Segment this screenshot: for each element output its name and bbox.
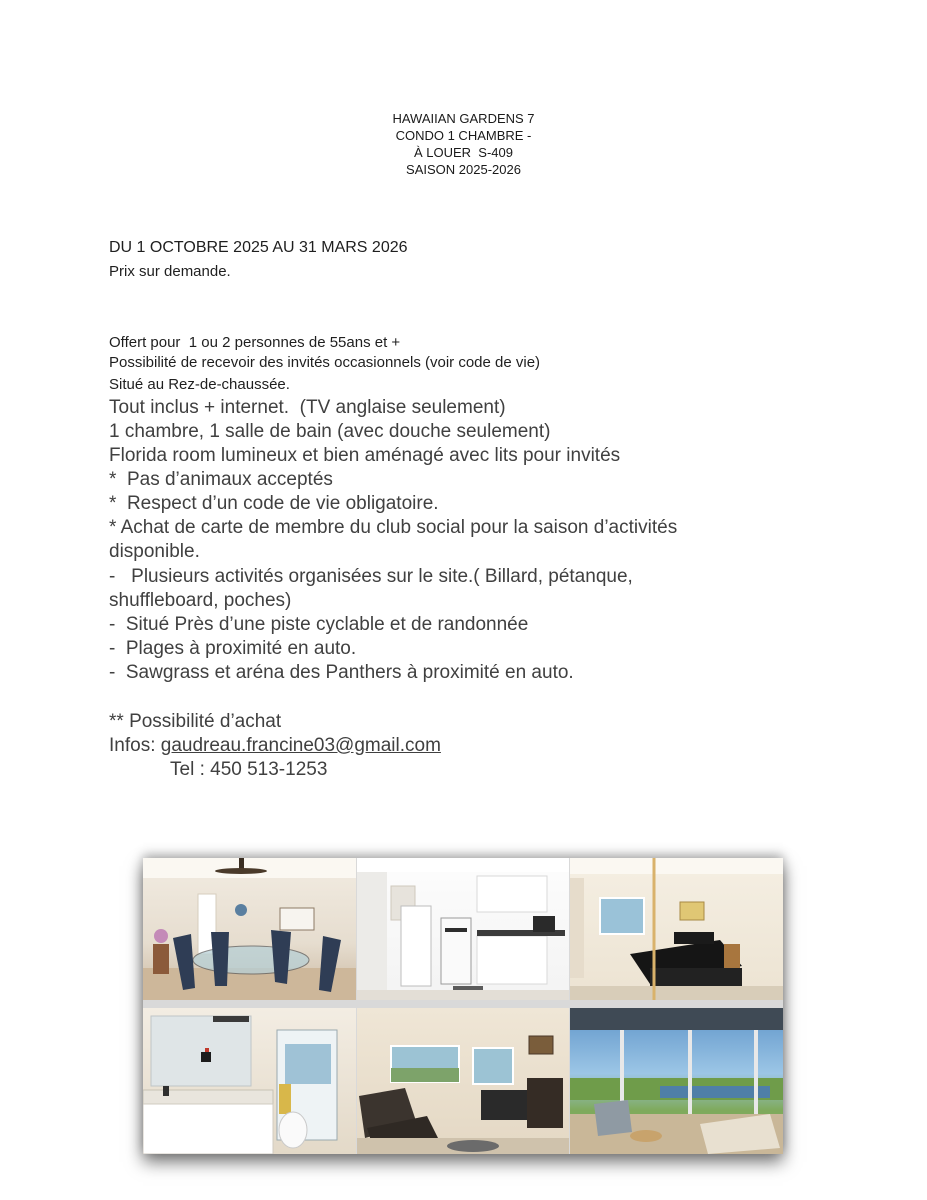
no-pets-line: * Pas d’animaux acceptés <box>109 469 333 490</box>
purchase-line: ** Possibilité d’achat <box>109 711 282 732</box>
florida-room-image <box>570 1008 783 1154</box>
club-line-1: * Achat de carte de membre du club social pour la saison d’activités <box>109 517 678 538</box>
photo-living-room <box>357 1008 569 1154</box>
photo-kitchen <box>357 858 569 1000</box>
guests-line: Possibilité de recevoir des invités occasionnels (voir code de vie) <box>109 354 541 371</box>
sawgrass-line: - Sawgrass et aréna des Panthers à proximité en auto. <box>109 662 574 683</box>
beaches-line: - Plages à proximité en auto. <box>109 638 357 659</box>
photo-dining-room <box>143 858 356 1000</box>
bedroom-image <box>570 858 783 1000</box>
code-of-life-line: * Respect d’un code de vie obligatoire. <box>109 493 439 514</box>
title-line-1: HAWAIIAN GARDENS 7 <box>392 111 535 126</box>
activities-line-2: shuffleboard, poches) <box>109 590 292 611</box>
bike-path-line: - Situé Près d’une piste cyclable et de randonnée <box>109 614 529 635</box>
club-line-2: disponible. <box>109 541 200 562</box>
kitchen-image <box>357 858 569 1000</box>
title-line-3: À LOUER S-409 <box>414 145 513 160</box>
email-link[interactable]: gaudreau.francine03@gmail.com <box>160 735 441 756</box>
bathroom-image <box>143 1008 356 1154</box>
phone-line: Tel : 450 513-1253 <box>170 759 328 780</box>
title-line-2: CONDO 1 CHAMBRE - <box>395 128 532 143</box>
rooms-line: 1 chambre, 1 salle de bain (avec douche seulement) <box>109 421 551 442</box>
location-line: Situé au Rez-de-chaussée. <box>109 376 290 393</box>
all-inclusive-line: Tout inclus + internet. (TV anglaise seulement) <box>109 397 506 418</box>
price-note: Prix sur demande. <box>109 263 231 280</box>
photo-florida-room <box>570 1008 783 1154</box>
contact-infos <box>109 734 441 758</box>
photo-gallery <box>143 858 783 1154</box>
dining-room-image <box>143 858 356 1000</box>
title-line-4: SAISON 2025-2026 <box>406 162 521 177</box>
florida-room-line: Florida room lumineux et bien aménagé avec lits pour invités <box>109 445 621 466</box>
activities-line-1: - Plusieurs activités organisées sur le site.( Billard, pétanque, <box>109 566 633 587</box>
photo-bedroom <box>570 858 783 1000</box>
offer-line: Offert pour 1 ou 2 personnes de 55ans et + <box>109 334 401 351</box>
photo-bathroom <box>143 1008 356 1154</box>
listing-title <box>0 110 927 178</box>
rental-dates: DU 1 OCTOBRE 2025 AU 31 MARS 2026 <box>109 239 408 256</box>
living-room-image <box>357 1008 569 1154</box>
infos-label: Infos: <box>109 735 161 756</box>
